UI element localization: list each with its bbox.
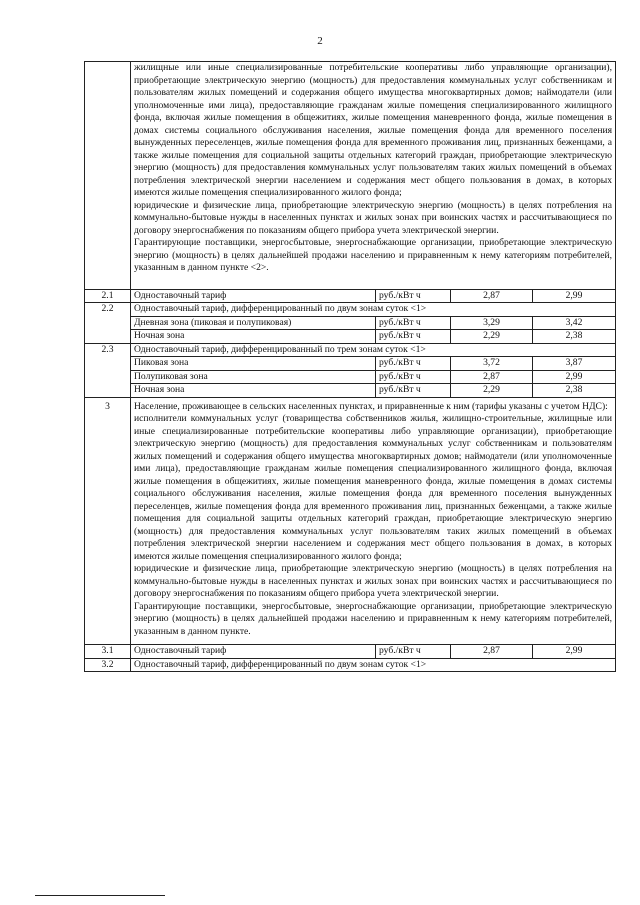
intro-text-block xyxy=(131,62,616,290)
row-unit: руб./кВт ч xyxy=(376,316,451,330)
section-paragraph: юридические и физические лица, приобретающие электрическую энергию (мощность) в целях потребления на коммунально-бытовые нужды в населенных пунктах и жилых зонах при воинских частях и рассчитывающиеся по договору энергоснабжения по показаниям общего прибора учета электрической энергии. xyxy=(134,563,613,599)
row-number: 3.2 xyxy=(85,658,131,672)
page-number: 2 xyxy=(317,35,323,47)
section-3-text-block xyxy=(131,397,616,645)
row-value-1: 2,29 xyxy=(451,330,533,344)
intro-paragraph: Гарантирующие поставщики, энергосбытовые, энергоснабжающие организации, приобретающие электрическую энергию (мощность) в целях дальнейшей продажи населению и приравненным к нему категориям потребителей, указанным в данном пункте <2>. xyxy=(134,237,613,273)
row-value-1: 3,29 xyxy=(451,316,533,330)
row-label: Одноставочный тариф xyxy=(131,645,376,659)
table-row xyxy=(85,343,616,357)
row-label: Одноставочный тариф, дифференцированный по двум зонам суток <1> xyxy=(131,303,616,317)
zone-label: Ночная зона xyxy=(131,330,376,344)
row-unit: руб./кВт ч xyxy=(376,384,451,398)
row-number: 2.3 xyxy=(85,343,131,397)
row-value-1: 2,87 xyxy=(451,289,533,303)
table-row xyxy=(85,397,616,645)
table-row xyxy=(85,370,616,384)
table-row xyxy=(85,645,616,659)
table-row xyxy=(85,303,616,317)
zone-label: Пиковая зона xyxy=(131,357,376,371)
row-value-2: 2,99 xyxy=(533,289,616,303)
row-number: 3 xyxy=(85,397,131,645)
row-unit: руб./кВт ч xyxy=(376,289,451,303)
section-paragraph: Население, проживающее в сельских населенных пунктах, и приравненные к ним (тарифы указаны с учетом НДС): xyxy=(134,400,608,412)
row-value-1: 2,87 xyxy=(451,645,533,659)
row-label: Одноставочный тариф xyxy=(131,289,376,303)
row-number: 2.1 xyxy=(85,289,131,303)
section-paragraph: Гарантирующие поставщики, энергосбытовые, энергоснабжающие организации, приобретающие электрическую энергию (мощность) в целях дальнейшей продажи населению и приравненным к нему категориям потребителей, указанным в данном пункте. xyxy=(134,600,613,637)
table-row xyxy=(85,316,616,330)
table-row xyxy=(85,62,616,290)
table-row xyxy=(85,658,616,672)
row-label: Одноставочный тариф, дифференцированный по двум зонам суток <1> xyxy=(131,658,616,672)
row-value-1: 2,29 xyxy=(451,384,533,398)
table-row xyxy=(85,384,616,398)
intro-paragraph: юридические и физические лица, приобретающие электрическую энергию (мощность) в целях потребления на коммунально-бытовые нужды в населенных пунктах и жилых зонах при воинских частях и рассчитывающиеся по договору энергоснабжения по показаниям общего прибора учета электрической энергии. xyxy=(134,199,613,236)
intro-paragraph: жилищные или иные специализированные потребительские кооперативы либо управляющие организации), приобретающие электрическую энергию (мощность) для предоставления коммунальных услуг собственникам и пользователям жилых помещений и содержания общего имущества многоквартирных домов; наймодатели (или уполномоченные ими лица), предоставляющие гражданам жилые помещения специализированного жилищного фонда, включая жилые помещения в общежитиях, жилые помещения маневренного фонда, жилые помещения в домах системы социального обслуживания населения, жилые помещения фонда для временного поселения вынужденных переселенцев, жилые помещения фонда для временного проживания лиц, признанных беженцами, а также жилые помещения для социальной защиты отдельных категорий граждан, приобретающие электрическую энергию (мощность) для предоставления коммунальных услуг пользователям таких жилых помещений в объемах потребления электрической энергии населением и содержания мест общего пользования в домах, в которых имеются жилые помещения специализированного жилого фонда; xyxy=(134,62,613,198)
table-row xyxy=(85,330,616,344)
table-row xyxy=(85,357,616,371)
row-value-2: 2,38 xyxy=(533,384,616,398)
row-unit: руб./кВт ч xyxy=(376,370,451,384)
zone-label: Полупиковая зона xyxy=(131,370,376,384)
row-unit: руб./кВт ч xyxy=(376,645,451,659)
row-value-1: 3,72 xyxy=(451,357,533,371)
row-number: 2.2 xyxy=(85,303,131,344)
row-value-2: 3,87 xyxy=(533,357,616,371)
zone-label: Ночная зона xyxy=(131,384,376,398)
table-row xyxy=(85,289,616,303)
row-label: Одноставочный тариф, дифференцированный по трем зонам суток <1> xyxy=(131,343,616,357)
footnote-divider xyxy=(35,895,165,896)
row-value-2: 2,99 xyxy=(533,645,616,659)
row-value-2: 2,99 xyxy=(533,370,616,384)
zone-label: Дневная зона (пиковая и полупиковая) xyxy=(131,316,376,330)
row-number: 3.1 xyxy=(85,645,131,659)
row-value-2: 2,38 xyxy=(533,330,616,344)
row-value-1: 2,87 xyxy=(451,370,533,384)
section-paragraph: исполнители коммунальных услуг (товарищества собственников жилья, жилищно-строительные, жилищные или иные специализированные потребительские кооперативы либо управляющие организации), приобретающие электрическую энергию (мощность) для предоставления коммунальных услуг собственникам и пользователям жилых помещений и содержания общего имущества многоквартирных домов; наймодатели (или уполномоченные ими лица), предоставляющие гражданам жилые помещения специализированного жилищного фонда, включая жилые помещения в общежитиях, жилые помещения маневренного фонда, жилые помещения в домах системы социального обслуживания населения, жилые помещения фонда для временного поселения вынужденных переселенцев, жилые помещения фонда для временного проживания лиц, признанных беженцами, а также жилые помещения для социальной защиты отдельных категорий граждан, приобретающие электрическую энергию (мощность) для предоставления коммунальных услуг пользователям таких жилых помещений в объемах потребления электрической энергии населением и содержания мест общего пользования в домах, в которых имеются жилые помещения специализированного жилого фонда; xyxy=(134,413,613,562)
row-number-cell xyxy=(85,62,131,290)
tariff-table xyxy=(84,61,616,672)
row-unit: руб./кВт ч xyxy=(376,330,451,344)
row-value-2: 3,42 xyxy=(533,316,616,330)
row-unit: руб./кВт ч xyxy=(376,357,451,371)
